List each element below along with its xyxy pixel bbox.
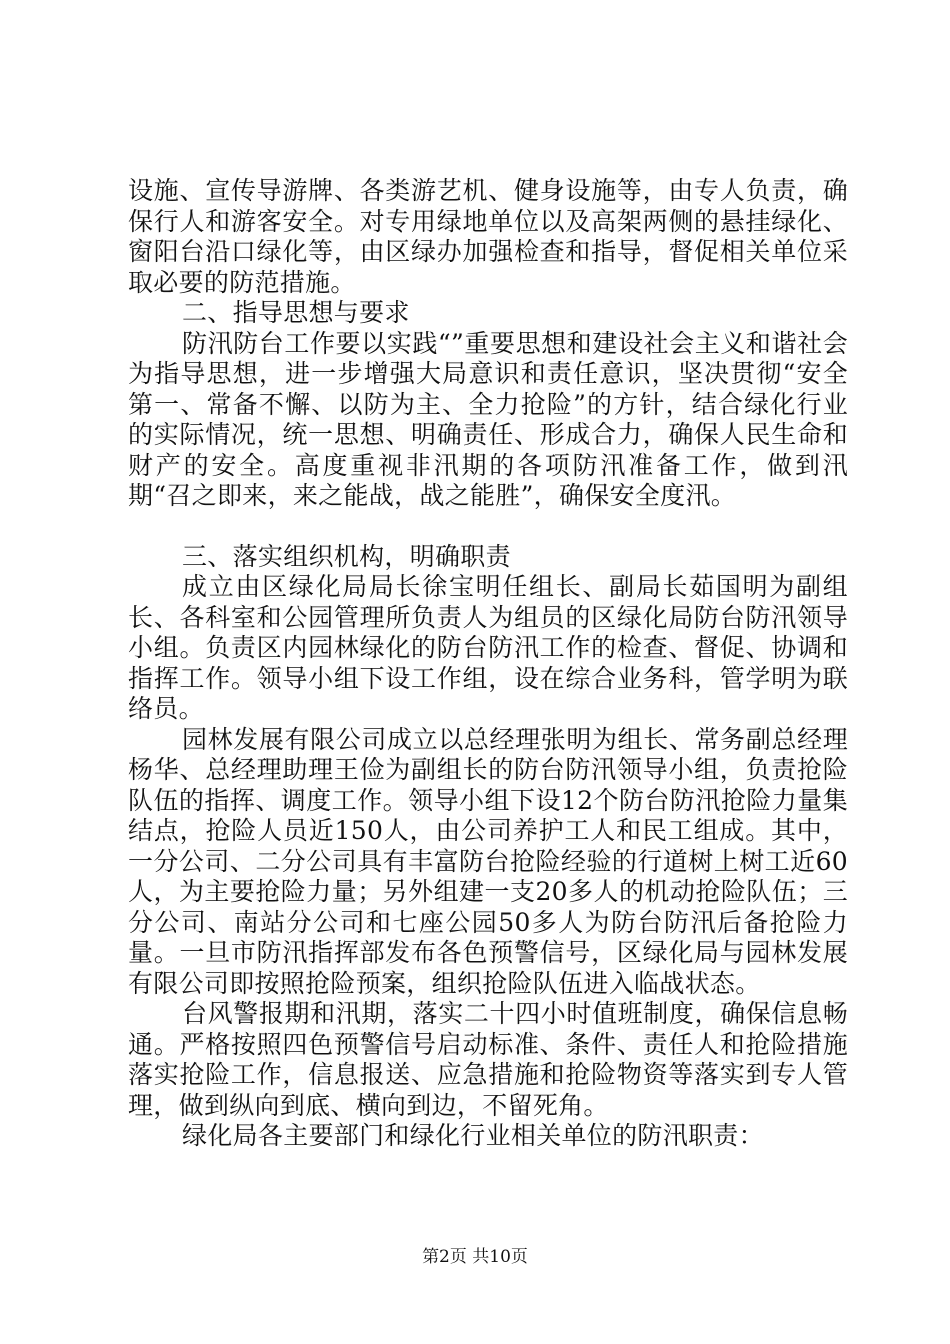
section-heading-3: 三、落实组织机构，明确职责 — [182, 541, 511, 571]
paragraph-leadership-group: 成立由区绿化局局长徐宝明任组长、副局长茹国明为副组长、各科室和公园管理所负责人为组员的区绿化局防台防汛领导小组。负责区内园林绿化的防台防汛工作的检查、督促、协调和指挥工作。领导小组下设工作组，设在综合业务科，管学明为联络员。 — [128, 572, 848, 723]
paragraph-department-duties: 绿化局各主要部门和绿化行业相关单位的防汛职责： — [182, 1121, 764, 1150]
paragraph-garden-company: 园林发展有限公司成立以总经理张明为组长、常务副总经理杨华、总经理助理王俭为副组长的防台防汛领导小组，负责抢险队伍的指挥、调度工作。领导小组下设12个防台防汛抢险力量集结点，抢险人员近150人，由公司养护工人和民工组成。其中，一分公司、二分公司具有丰富防台抢险经验的行道树上树工近60人，为主要抢险力量；另外组建一支20多人的机动抢险队伍；三分公司、南站分公司和七座公园50多人为防台防汛后备抢险力量。一旦市防汛指挥部发布各色预警信号，区绿化局与园林发展有限公司即按照抢险预案，组织抢险队伍进入临战状态。 — [128, 724, 848, 998]
document-body — [128, 176, 848, 1152]
paragraph-guiding-ideology: 防汛防台工作要以实践“”重要思想和建设社会主义和谐社会为指导思想，进一步增强大局意识和责任意识，坚决贯彻“安全第一、常备不懈、以防为主、全力抢险”的方针，结合绿化行业的实际情况，统一思想、明确责任、形成合力，确保人民生命和财产的安全。高度重视非汛期的各项防汛准备工作，做到汛期“召之即来，来之能战，战之能胜”，确保安全度汛。 — [128, 328, 848, 510]
page-footer: 第2页 共10页 — [422, 1247, 528, 1267]
paragraph-duty-system: 台风警报期和汛期，落实二十四小时值班制度，确保信息畅通。严格按照四色预警信号启动标准、条件、责任人和抢险措施落实抢险工作，信息报送、应急措施和抢险物资等落实到专人管理，做到纵向到底、横向到边，不留死角。 — [128, 999, 848, 1120]
section-heading-2: 二、指导思想与要求 — [182, 298, 410, 327]
paragraph-continuation: 设施、宣传导游牌、各类游艺机、健身设施等，由专人负责，确保行人和游客安全。对专用绿地单位以及高架两侧的悬挂绿化、窗阳台沿口绿化等，由区绿办加强检查和指导，督促相关单位采取必要的防范措施。 — [128, 176, 848, 297]
